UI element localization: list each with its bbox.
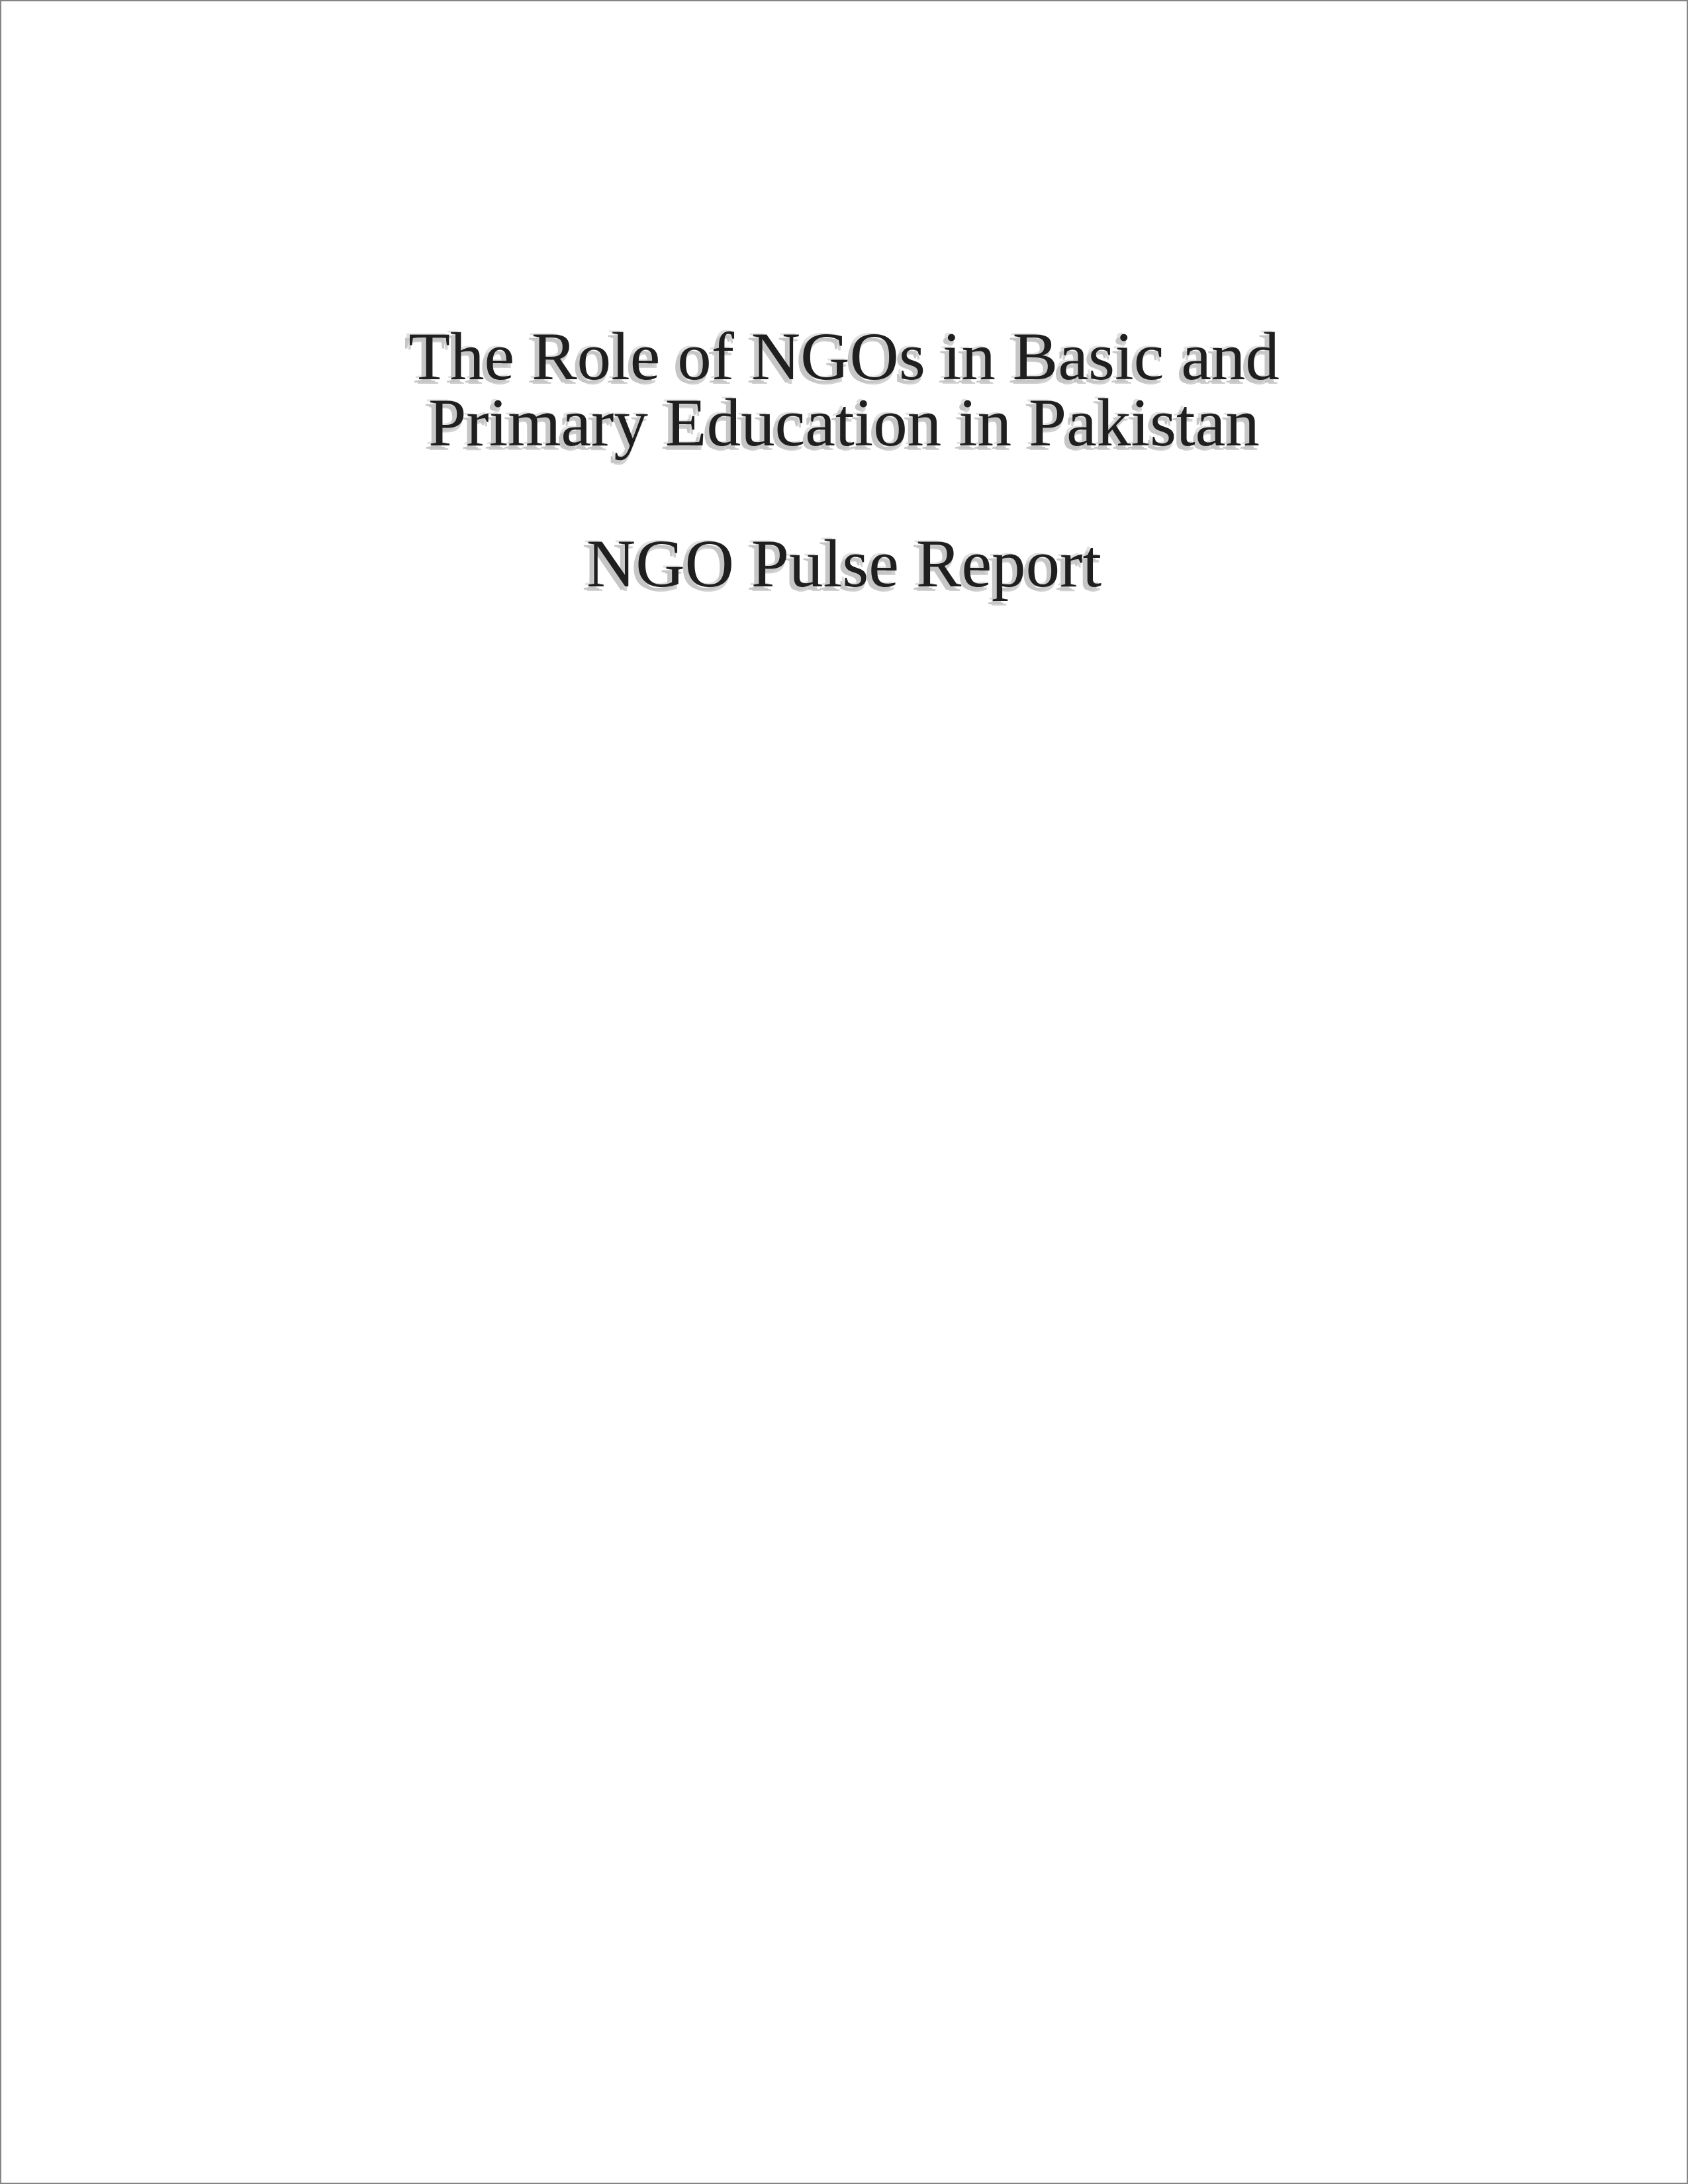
document-title-line-2: Primary Education in Pakistan: [428, 385, 1260, 461]
document-subtitle: NGO Pulse Report: [586, 526, 1102, 602]
document-title-line-1: The Role of NGOs in Basic and: [408, 319, 1280, 394]
document-title: [1, 319, 1687, 461]
title-block: [1, 319, 1687, 602]
